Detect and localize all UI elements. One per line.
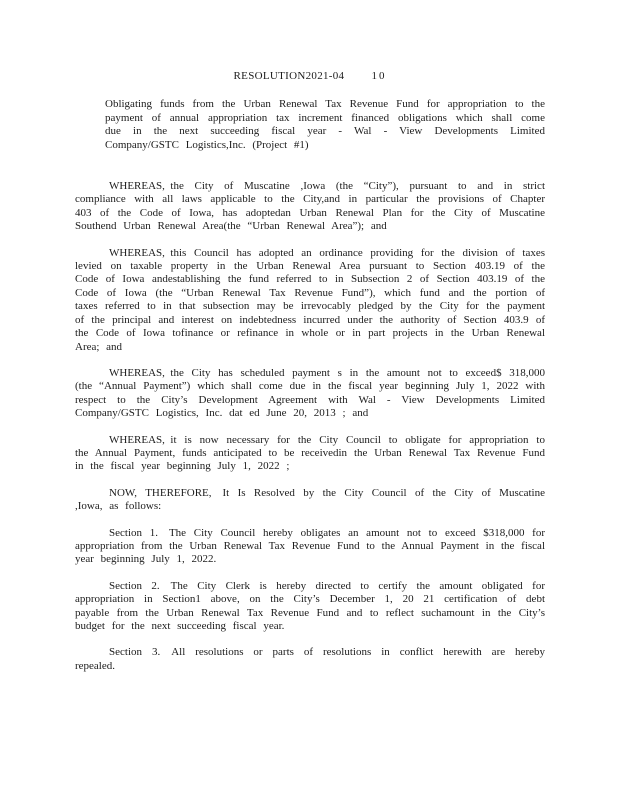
paragraph-whereas-3: WHEREAS, the City has scheduled payment s in the amount not to exceed$ 318,000 (the “Annual Payment”) which shall come due in the fiscal year beginning July 1, 2022 with respect to the City’s Development Agreement with Wal - View Developments Limited Company/GSTC Logistics, Inc. dat ed June 20, 2013 ; and [75,366,545,420]
paragraph-whereas-4: WHEREAS, it is now necessary for the City Council to obligate for appropriation to the Annual Payment, funds anticipated to be receivedin the Urban Renewal Tax Revenue Fund in the fiscal year beginning July 1, 2022 ; [75,433,545,473]
paragraph-now-therefore: NOW, THEREFORE, It Is Resolved by the City Council of the City of Muscatine ,Iowa, as follows: [75,486,545,513]
page-number: 10 [371,70,387,82]
document-header [75,70,545,83]
resolution-title: RESOLUTION2021-04 [233,70,345,82]
paragraph-section-1: Section 1. The City Council hereby obligates an amount not to exceed $318,000 for appropriation from the Urban Renewal Tax Revenue Fund to the Annual Payment in the fiscal year beginning July 1, 2022. [75,526,545,566]
paragraph-whereas-1: WHEREAS, the City of Muscatine ,Iowa (the “City”), pursuant to and in strict compliance with all laws applicable to the City,and in particular the provisions of Chapter 403 of the Code of Iowa, has adoptedan Urban Renewal Plan for the City of Muscatine Southend Urban Renewal Area(the “Urban Renewal Area”); and [75,180,545,233]
caption-paragraph: Obligating funds from the Urban Renewal Tax Revenue Fund for appropriation to the payment of annual appropriation tax increment financed obligations which shall come due in the next succeeding fiscal year - Wal - View Developments Limited Company/GSTC Logistics,Inc. (Project #1) [105,98,545,151]
paragraph-section-2: Section 2. The City Clerk is hereby directed to certify the amount obligated for appropriation in Section1 above, on the City’s December 1, 20 21 certification of debt payable from the Urban Renewal Tax Revenue Fund and to reflect suchamount in the City’s budget for the next succeeding fiscal year. [75,579,545,632]
paragraph-whereas-2: WHEREAS, this Council has adopted an ordinance providing for the division of taxes levied on taxable property in the Urban Renewal Area pursuant to Section 403.19 of the Code of Iowa andestablishing the fund referred to in Subsection 2 of Section 403.19 of the Code of Iowa (the “Urban Renewal Tax Revenue Fund”), which fund and the portion of taxes referred to in that subsection may be irrevocably pledged by the City for the payment of the principal and interest on indebtedness incurred under the authority of Section 403.9 of the Code of Iowa tofinance or refinance in whole or in part projects in the Urban Renewal Area; and [75,246,545,353]
paragraph-section-3: Section 3. All resolutions or parts of resolutions in conflict herewith are hereby repealed. [75,646,545,672]
